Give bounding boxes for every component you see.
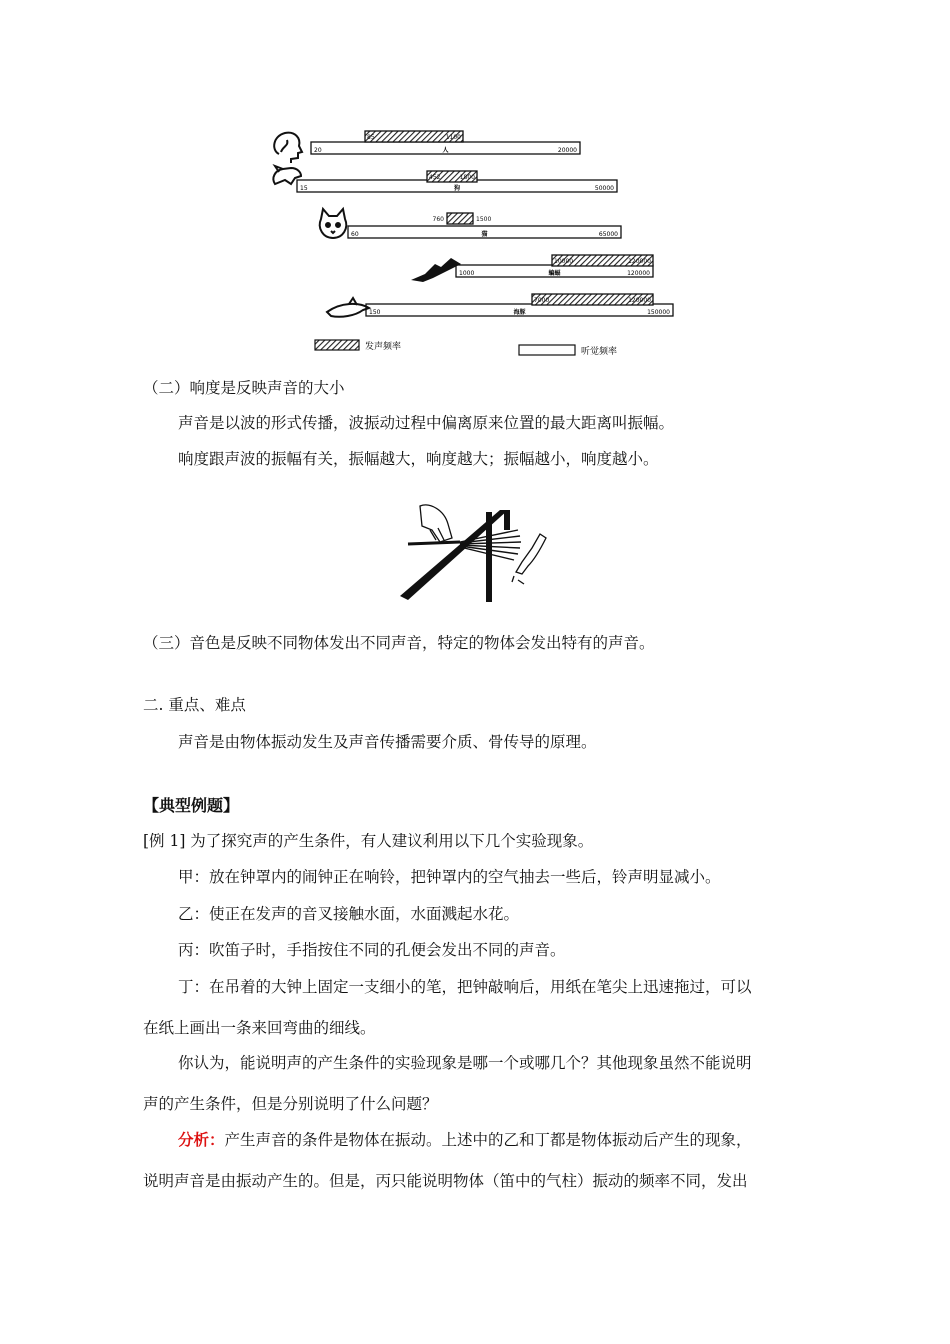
example-1-item-a: 甲：放在钟罩内的闹钟正在响铃，把钟罩内的空气抽去一些后，铃声明显减小。 <box>178 868 721 886</box>
desk-leg <box>486 512 492 602</box>
hearing-min-label: 20 <box>314 147 322 154</box>
animal-label: 猫 <box>481 231 488 238</box>
emit-min-label: 760 <box>432 216 444 223</box>
timbre-title: （三）音色是反映不同物体发出不同声音，特定的物体会发出特有的声音。 <box>143 634 655 652</box>
emit-range-bar <box>447 213 473 224</box>
hearing-max-label: 20000 <box>557 147 577 154</box>
loudness-paragraph-2: 响度跟声波的振幅有关，振幅越大，响度越大；振幅越小，响度越小。 <box>178 450 659 468</box>
key-points-title: 二. 重点、难点 <box>143 696 246 714</box>
animal-label: 蝙蝠 <box>548 270 561 277</box>
ruler <box>408 542 460 544</box>
bat-icon <box>411 258 461 282</box>
human-head-icon <box>274 133 302 163</box>
animal-label: 海豚 <box>513 309 526 316</box>
hearing-max-label: 50000 <box>594 185 614 192</box>
legend-hear-label: 听觉频率 <box>581 347 618 357</box>
animal-label: 狗 <box>453 185 461 192</box>
legend-emit-swatch <box>315 340 359 350</box>
loudness-paragraph-1: 声音是以波的形式传播，波振动过程中偏离原来位置的最大距离叫振幅。 <box>178 414 675 432</box>
emit-min-label: 452 <box>429 174 441 181</box>
dolphin-icon <box>327 298 369 317</box>
loudness-title: （二）响度是反映声音的大小 <box>143 379 345 397</box>
example-1-item-d-line-2: 在纸上画出一条来回弯曲的细线。 <box>143 1019 376 1037</box>
hearing-max-label: 120000 <box>627 270 650 277</box>
legend-hear-swatch <box>519 345 575 355</box>
cat-icon <box>320 209 347 238</box>
example-1-item-d-line-1: 丁：在吊着的大钟上固定一支细小的笔，把钟敲响后，用纸在笔尖上迅速拖过，可以 <box>178 978 752 996</box>
example-1-question-line-1: 你认为，能说明声的产生条件的实验现象是哪一个或哪几个？其他现象虽然不能说明 <box>178 1054 752 1072</box>
key-points-paragraph: 声音是由物体振动发生及声音传播需要介质、骨传导的原理。 <box>178 733 597 751</box>
analysis-label: 分析： <box>178 1130 225 1149</box>
hand-holding-ruler-icon <box>420 505 452 542</box>
example-1-item-c: 丙：吹笛子时，手指按住不同的孔便会发出不同的声音。 <box>178 941 566 959</box>
analysis-line-2: 说明声音是由振动产生的。但是，丙只能说明物体（笛中的气柱）振动的频率不同，发出 <box>143 1172 748 1190</box>
hearing-max-label: 150000 <box>647 309 670 316</box>
emit-max-label: 1100 <box>445 134 461 141</box>
hearing-min-label: 150 <box>369 309 381 316</box>
frequency-range-figure <box>265 122 695 370</box>
ruler-vibration-illustration <box>400 500 550 605</box>
legend <box>315 340 617 357</box>
animal-label: 人 <box>442 147 449 154</box>
emit-max-label: 1800 <box>459 174 475 181</box>
hearing-min-label: 1000 <box>459 270 475 277</box>
examples-heading: 【典型例题】 <box>143 796 240 815</box>
hearing-max-label: 65000 <box>598 231 618 238</box>
example-1-item-b: 乙：使正在发声的音叉接触水面，水面溅起水花。 <box>178 905 520 923</box>
emit-max-label: 1500 <box>476 216 492 223</box>
emit-min-label: 85 <box>367 134 375 141</box>
example-1-question-line-2: 声的产生条件，但是分别说明了什么问题？ <box>143 1095 438 1113</box>
emit-min-label: 10000 <box>554 258 574 265</box>
analysis-text-1: 产生声音的条件是物体在振动。上述中的乙和丁都是物体振动后产生的现象， <box>224 1131 752 1149</box>
legend-emit-label: 发声频率 <box>365 342 402 352</box>
emit-max-label: 120000 <box>628 297 651 304</box>
analysis-line-1 <box>178 1129 752 1151</box>
emit-min-label: 7000 <box>534 297 550 304</box>
emit-max-label: 120000 <box>628 258 651 265</box>
hearing-min-label: 15 <box>300 185 308 192</box>
hearing-min-label: 60 <box>351 231 359 238</box>
example-1-intro: [例 1] 为了探究声的产生条件，有人建议利用以下几个实验现象。 <box>143 832 594 850</box>
